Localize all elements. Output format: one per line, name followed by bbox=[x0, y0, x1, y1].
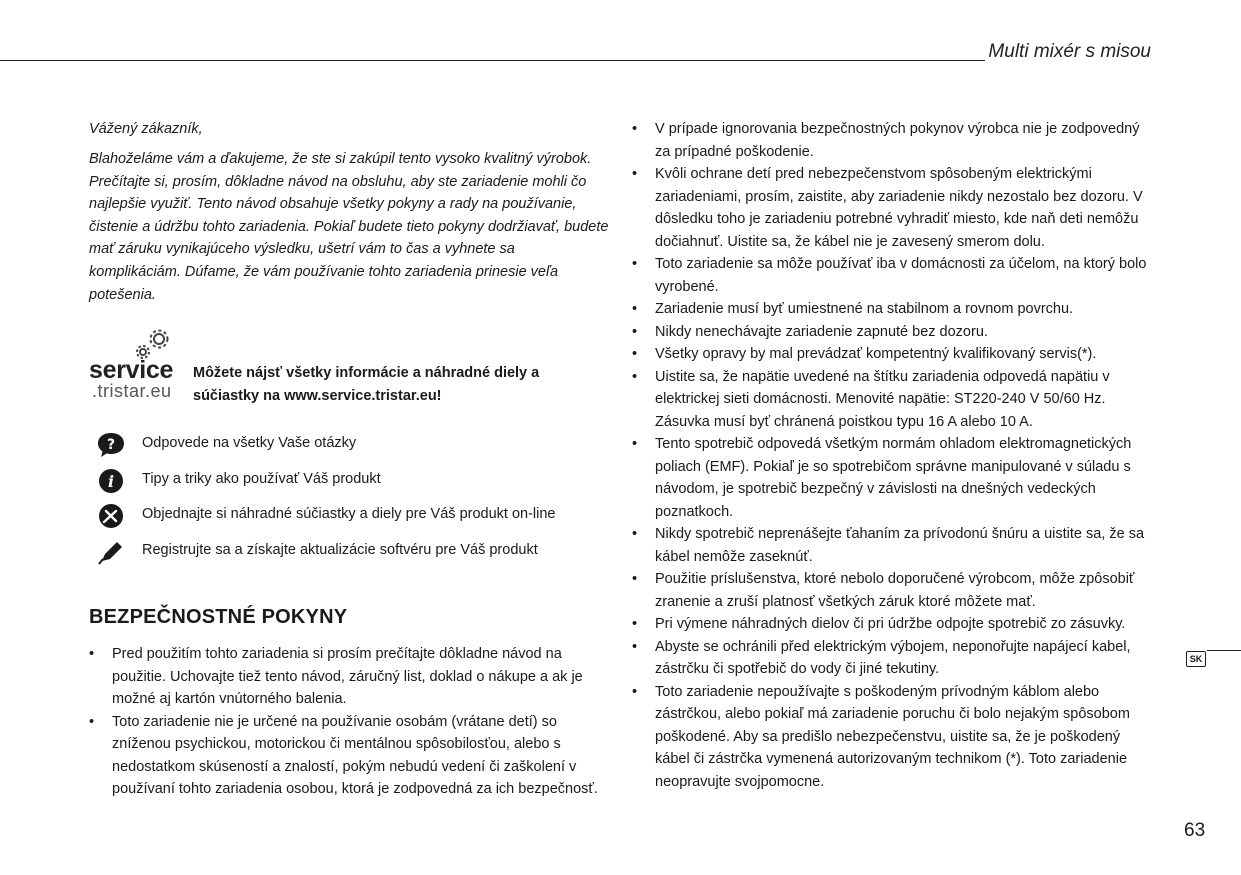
language-badge: SK bbox=[1186, 651, 1206, 667]
list-item: • Nikdy spotrebič neprenášejte ťahaním za prívodonú šnúru a uistite sa, že sa kábel nemôže zaseknúť. bbox=[632, 523, 1157, 568]
section-title: BEZPEČNOSTNÉ POKYNY bbox=[89, 606, 348, 629]
list-item: • Uistite sa, že napätie uvedené na štítku zariadenia odpovedá napätiu v elektrickej sieti domácnosti. Menovité napätie: ST220-240 V 50/60 Hz. Zásuvka musí byť chránená poistkou typu 16 A alebo 10 A. bbox=[632, 366, 1157, 434]
pen-icon bbox=[97, 539, 125, 565]
list-item: • Pri výmene náhradných dielov či pri údržbe odpojte spotrebič zo zásuvky. bbox=[632, 613, 1157, 636]
list-item: • Toto zariadenie sa môže používať iba v domácnosti za účelom, na ktorý bolo vyrobené. bbox=[632, 253, 1157, 298]
feature-text: Tipy a triky ako používať Váš produkt bbox=[142, 470, 381, 487]
features-list bbox=[89, 432, 609, 574]
service-info-text: Môžete nájsť všetky informácie a náhradné diely a súčiastky na www.service.tristar.eu! bbox=[193, 365, 540, 404]
list-item: • Použitie príslušenstva, ktoré nebolo doporučené výrobcom, môže zpôsobiť zranenie a zruší platnosť všetkých záruk ktoré môžete mať. bbox=[632, 568, 1157, 613]
list-item: • Toto zariadenie nie je určené na používanie osobám (vrátane detí) so zníženou psychickou, motorickou či mentálnou spôsobilosťou, alebo s nedostatkom skúseností a znalostí, pokým nebudú vedení či zaškolení v používaní tohto zariadenia osobou, ktorá je zodpovedná za ich bezpečnosť. bbox=[89, 711, 609, 801]
service-logo-domain: .tristar.eu bbox=[92, 381, 172, 402]
feature-item bbox=[89, 468, 609, 504]
list-item: • Pred použitím tohto zariadenia si prosím prečítajte dôkladne návod na použitie. Uchovajte tiež tento návod, záručný list, doklad o nákupe a ak je možné aj kartón vnútorného balenia. bbox=[89, 643, 609, 711]
info-icon bbox=[97, 468, 125, 494]
list-item: • Tento spotrebič odpovedá všetkým normám ohladom elektromagnetických poliach (EMF). Pokiaľ je so spotrebičom správne manipulované v súladu s návodom, je spotrebič bezpečný v závislosti na dnešných vedeckých poznatkoch. bbox=[632, 433, 1157, 523]
feature-item bbox=[89, 539, 609, 575]
greeting: Vážený zákazník, bbox=[89, 121, 203, 137]
tools-icon bbox=[97, 503, 125, 529]
feature-text: Odpovede na všetky Vaše otázky bbox=[142, 435, 357, 452]
intro-paragraph: Blahoželáme vám a ďakujeme, že ste si zakúpil tento vysoko kvalitný výrobok. Prečítajte si, prosím, dôkladne návod na obsluhu, aby ste zariadenie mohli čo najlepšie využiť. Tento návod obsahuje všetky pokyny a rady na používanie, čistenie a údržbu tohto zariadenia. Pokiaľ budete tieto pokyny dodržiavať, budete mať záruku vynikajúceho výsledku, ušetrí vám to čas a vyhnete sa komplikáciám. Dúfame, že vám používanie tohto zariadenia prinesie veľa potešenia. bbox=[89, 151, 609, 303]
svg-text:?: ? bbox=[106, 437, 116, 454]
list-item: • Zariadenie musí byť umiestnené na stabilnom a rovnom povrchu. bbox=[632, 298, 1157, 321]
feature-text: Registrujte sa a získajte aktualizácie softvéru pre Váš produkt bbox=[142, 541, 538, 558]
list-item: • Všetky opravy by mal prevádzať kompetentný kvalifikovaný servis(*). bbox=[632, 343, 1157, 366]
svg-text:i: i bbox=[107, 471, 115, 491]
right-column bbox=[632, 118, 1157, 793]
list-item: • Abyste se ochránili před elektrickým výbojem, neponořujte napájecí kabel, zástrčku či spotřebič do vody či jiné tekutiny. bbox=[632, 636, 1157, 681]
list-item: • Kvôli ochrane detí pred nebezpečenstvom spôsobeným elektrickými zariadeniami, prosím, zaistite, aby zariadenie nikdy nezostalo bez dozoru. V dôsledku toho je zariadeniu potrebné vyhradiť miesto, kde naň deti nemôžu dočiahnuť. Uistite sa, že kábel nie je zavesený smerom dolu. bbox=[632, 163, 1157, 253]
feature-text: Objednajte si náhradné súčiastky a diely pre Váš produkt on-line bbox=[142, 506, 556, 523]
header-rule bbox=[0, 60, 985, 61]
left-column bbox=[89, 118, 609, 801]
left-bullet-list bbox=[89, 643, 609, 801]
question-icon bbox=[97, 432, 125, 458]
list-item: • Toto zariadenie nepoužívajte s poškodeným prívodným káblom alebo zástrčkou, alebo pokiaľ má zariadenie poruchu či bolo nejakým spôsobom poškodené. Aby sa predišlo nebezpečenstvu, uistite sa, že je poškodený kábel či zástrčka vymenená autorizovaným technikom (*). Toto zariadenie neopravujte svojpomocne. bbox=[632, 681, 1157, 794]
page-number: 63 bbox=[1184, 820, 1206, 841]
list-item: • Nikdy nenechávajte zariadenie zapnuté bez dozoru. bbox=[632, 321, 1157, 344]
right-bullet-list bbox=[632, 118, 1157, 793]
feature-item bbox=[89, 503, 609, 539]
service-logo-word: service bbox=[89, 356, 174, 385]
document-title: Multi mixér s misou bbox=[988, 41, 1151, 62]
list-item: • V prípade ignorovania bezpečnostných pokynov výrobca nie je zodpovedný za prípadné poškodenie. bbox=[632, 118, 1157, 163]
badge-rule bbox=[1207, 650, 1241, 651]
service-block bbox=[89, 328, 609, 418]
feature-item bbox=[89, 432, 609, 468]
